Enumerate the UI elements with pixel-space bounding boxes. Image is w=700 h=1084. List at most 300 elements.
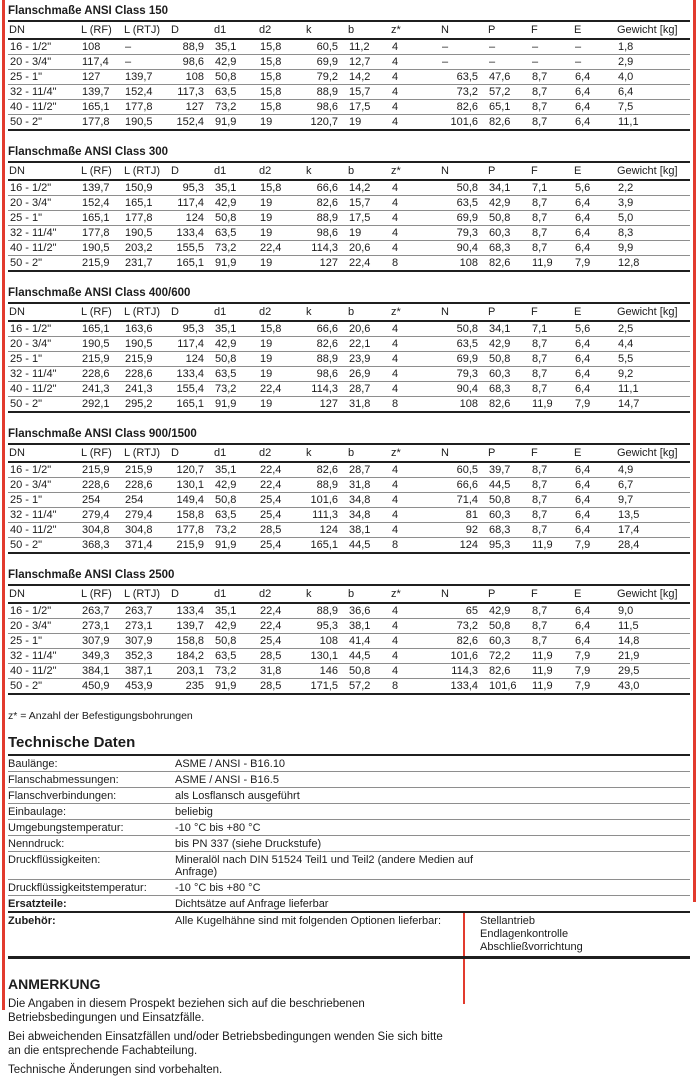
- column-header: d2: [258, 304, 305, 321]
- page-border-left-red-line: [2, 0, 5, 1010]
- value-cell: 22,4: [258, 241, 305, 256]
- value-cell: 50,8: [347, 664, 390, 679]
- value-cell: 124: [170, 352, 213, 367]
- column-header: d1: [213, 304, 258, 321]
- value-cell: 254: [123, 493, 170, 508]
- value-cell: 34,8: [347, 493, 390, 508]
- table-row: [8, 115, 690, 131]
- dn-cell: 40 - 11/2": [8, 241, 80, 256]
- value-cell: 8,7: [530, 85, 573, 100]
- column-header: DN: [8, 586, 80, 603]
- value-cell: 11,9: [530, 397, 573, 413]
- column-header: DN: [8, 445, 80, 462]
- value-cell: 71,4: [440, 493, 487, 508]
- value-cell: 98,6: [305, 100, 347, 115]
- value-cell: 130,1: [170, 478, 213, 493]
- dn-cell: 25 - 1": [8, 70, 80, 85]
- tech-value: -10 °C bis +80 °C: [175, 882, 261, 894]
- value-cell: 4: [390, 85, 440, 100]
- value-cell: 91,9: [213, 397, 258, 413]
- flange-table-title: Flanschmaße ANSI Class 2500: [8, 566, 690, 586]
- table-row: [8, 679, 690, 695]
- column-header: E: [573, 22, 616, 39]
- value-cell: 98,6: [305, 367, 347, 382]
- value-cell: 228,6: [80, 478, 123, 493]
- value-cell: 17,5: [347, 211, 390, 226]
- value-cell: 5,0: [616, 211, 690, 226]
- value-cell: 8,7: [530, 100, 573, 115]
- value-cell: 15,7: [347, 85, 390, 100]
- value-cell: 4: [390, 508, 440, 523]
- dn-cell: 32 - 11/4": [8, 226, 80, 241]
- value-cell: 368,3: [80, 538, 123, 554]
- dn-cell: 20 - 3/4": [8, 478, 80, 493]
- tech-options: [480, 898, 690, 910]
- value-cell: 349,3: [80, 649, 123, 664]
- value-cell: 163,6: [123, 321, 170, 337]
- value-cell: 133,4: [170, 603, 213, 619]
- tech-label: Flanschabmessungen:: [8, 774, 119, 786]
- value-cell: 28,5: [258, 649, 305, 664]
- value-cell: 91,9: [213, 115, 258, 131]
- value-cell: 68,3: [487, 382, 530, 397]
- value-cell: 9,0: [616, 603, 690, 619]
- value-cell: 152,4: [123, 85, 170, 100]
- value-cell: 108: [440, 397, 487, 413]
- tech-options: [480, 822, 690, 834]
- dn-cell: 20 - 3/4": [8, 619, 80, 634]
- value-cell: 190,5: [123, 337, 170, 352]
- value-cell: 19: [258, 211, 305, 226]
- value-cell: 7,9: [573, 664, 616, 679]
- value-cell: 63,5: [440, 70, 487, 85]
- value-cell: 6,4: [573, 100, 616, 115]
- value-cell: 88,9: [305, 603, 347, 619]
- value-cell: 17,5: [347, 100, 390, 115]
- header-row: [8, 586, 690, 603]
- column-header: L (RTJ): [123, 586, 170, 603]
- column-header: D: [170, 586, 213, 603]
- value-cell: 29,5: [616, 664, 690, 679]
- value-cell: 450,9: [80, 679, 123, 695]
- value-cell: 8,7: [530, 382, 573, 397]
- value-cell: 41,4: [347, 634, 390, 649]
- value-cell: 36,6: [347, 603, 390, 619]
- column-header: DN: [8, 22, 80, 39]
- tech-options: [480, 774, 690, 786]
- column-header: L (RF): [80, 304, 123, 321]
- table-footnote: z* = Anzahl der Befestigungsbohrungen: [8, 710, 193, 722]
- value-cell: 4: [390, 478, 440, 493]
- value-cell: 66,6: [440, 478, 487, 493]
- value-cell: 11,1: [616, 382, 690, 397]
- value-cell: 4: [390, 241, 440, 256]
- value-cell: 8: [390, 397, 440, 413]
- flange-dimension-table: [8, 445, 690, 554]
- column-header: Gewicht [kg]: [616, 22, 690, 39]
- value-cell: 304,8: [123, 523, 170, 538]
- tech-data-row: [8, 804, 690, 820]
- value-cell: 3,9: [616, 196, 690, 211]
- value-cell: 11,9: [530, 256, 573, 272]
- value-cell: 177,8: [170, 523, 213, 538]
- tech-data-row: [8, 896, 690, 913]
- value-cell: 95,3: [170, 180, 213, 196]
- value-cell: 165,1: [80, 321, 123, 337]
- value-cell: 42,9: [487, 196, 530, 211]
- table-row: [8, 321, 690, 337]
- header-row: [8, 22, 690, 39]
- value-cell: 7,9: [573, 397, 616, 413]
- table-row: [8, 85, 690, 100]
- value-cell: 42,9: [213, 337, 258, 352]
- value-cell: 8: [390, 538, 440, 554]
- value-cell: –: [530, 39, 573, 55]
- value-cell: 7,9: [573, 649, 616, 664]
- value-cell: 82,6: [487, 664, 530, 679]
- value-cell: 273,1: [80, 619, 123, 634]
- value-cell: 15,8: [258, 180, 305, 196]
- flange-dimension-table: [8, 304, 690, 413]
- value-cell: 384,1: [80, 664, 123, 679]
- value-cell: 60,5: [305, 39, 347, 55]
- column-header: F: [530, 22, 573, 39]
- value-cell: 19: [258, 367, 305, 382]
- value-cell: 63,5: [213, 85, 258, 100]
- tech-value: Mineralöl nach DIN 51524 Teil1 und Teil2 (andere Medien auf Anfrage): [175, 854, 474, 878]
- value-cell: 263,7: [123, 603, 170, 619]
- value-cell: 139,7: [80, 85, 123, 100]
- value-cell: 127: [305, 397, 347, 413]
- value-cell: 108: [305, 634, 347, 649]
- flange-table: [8, 284, 690, 413]
- value-cell: 117,4: [170, 196, 213, 211]
- value-cell: 108: [440, 256, 487, 272]
- dn-cell: 40 - 11/2": [8, 100, 80, 115]
- tech-label: Zubehör:: [8, 915, 56, 927]
- tech-data-row: [8, 788, 690, 804]
- value-cell: 22,4: [258, 603, 305, 619]
- value-cell: 108: [170, 70, 213, 85]
- value-cell: –: [123, 39, 170, 55]
- value-cell: 5,6: [573, 180, 616, 196]
- value-cell: 28,5: [258, 523, 305, 538]
- value-cell: 79,3: [440, 367, 487, 382]
- value-cell: 6,4: [573, 462, 616, 478]
- value-cell: 15,7: [347, 196, 390, 211]
- value-cell: 8,7: [530, 337, 573, 352]
- column-header: d2: [258, 163, 305, 180]
- column-header: b: [347, 163, 390, 180]
- flange-table-title: Flanschmaße ANSI Class 400/600: [8, 284, 690, 304]
- value-cell: 95,3: [305, 619, 347, 634]
- value-cell: 101,6: [487, 679, 530, 695]
- value-cell: 165,1: [123, 196, 170, 211]
- value-cell: 19: [258, 196, 305, 211]
- anmerkung-heading: ANMERKUNG: [8, 976, 101, 992]
- value-cell: 8,7: [530, 634, 573, 649]
- column-header: d1: [213, 163, 258, 180]
- dn-cell: 50 - 2": [8, 397, 80, 413]
- value-cell: 387,1: [123, 664, 170, 679]
- value-cell: 88,9: [305, 478, 347, 493]
- value-cell: 92: [440, 523, 487, 538]
- tech-data-row: [8, 852, 690, 880]
- value-cell: 228,6: [123, 367, 170, 382]
- column-header: E: [573, 304, 616, 321]
- value-cell: 82,6: [305, 462, 347, 478]
- value-cell: 69,9: [305, 55, 347, 70]
- value-cell: 73,2: [213, 100, 258, 115]
- value-cell: 2,9: [616, 55, 690, 70]
- value-cell: 68,3: [487, 523, 530, 538]
- value-cell: 28,4: [616, 538, 690, 554]
- value-cell: 279,4: [80, 508, 123, 523]
- value-cell: 14,8: [616, 634, 690, 649]
- table-row: [8, 367, 690, 382]
- value-cell: 38,1: [347, 523, 390, 538]
- value-cell: 4: [390, 39, 440, 55]
- column-header: D: [170, 163, 213, 180]
- dn-cell: 40 - 11/2": [8, 664, 80, 679]
- value-cell: 79,3: [440, 226, 487, 241]
- value-cell: 6,4: [573, 226, 616, 241]
- value-cell: 31,8: [258, 664, 305, 679]
- value-cell: 149,4: [170, 493, 213, 508]
- table-row: [8, 508, 690, 523]
- value-cell: 165,1: [170, 397, 213, 413]
- page-border-right-red-line: [693, 0, 696, 902]
- value-cell: 42,9: [487, 603, 530, 619]
- column-header: d2: [258, 586, 305, 603]
- technical-data-heading: Technische Daten: [8, 734, 690, 756]
- value-cell: 17,4: [616, 523, 690, 538]
- value-cell: 57,2: [487, 85, 530, 100]
- value-cell: 15,8: [258, 100, 305, 115]
- value-cell: 127: [80, 70, 123, 85]
- value-cell: 8,7: [530, 478, 573, 493]
- value-cell: 2,5: [616, 321, 690, 337]
- value-cell: 50,8: [440, 321, 487, 337]
- value-cell: 42,9: [213, 55, 258, 70]
- value-cell: 4: [390, 70, 440, 85]
- value-cell: 19: [258, 226, 305, 241]
- value-cell: 5,6: [573, 321, 616, 337]
- value-cell: 65,1: [487, 100, 530, 115]
- value-cell: 8,7: [530, 493, 573, 508]
- tech-label: Baulänge:: [8, 758, 58, 770]
- tech-options: [480, 838, 690, 850]
- table-row: [8, 55, 690, 70]
- value-cell: 4: [390, 100, 440, 115]
- value-cell: 6,4: [573, 70, 616, 85]
- value-cell: 8: [390, 679, 440, 695]
- value-cell: 69,9: [440, 211, 487, 226]
- value-cell: 8,7: [530, 523, 573, 538]
- value-cell: 66,6: [305, 321, 347, 337]
- value-cell: 11,9: [530, 649, 573, 664]
- value-cell: 203,1: [170, 664, 213, 679]
- value-cell: 307,9: [80, 634, 123, 649]
- value-cell: 8,7: [530, 226, 573, 241]
- tech-value: ASME / ANSI - B16.10: [175, 758, 286, 770]
- value-cell: 133,4: [440, 679, 487, 695]
- value-cell: 371,4: [123, 538, 170, 554]
- value-cell: 63,5: [440, 196, 487, 211]
- value-cell: 95,3: [487, 538, 530, 554]
- value-cell: 4: [390, 211, 440, 226]
- column-header: E: [573, 445, 616, 462]
- tech-data-row: [8, 836, 690, 852]
- table-row: [8, 664, 690, 679]
- value-cell: 4: [390, 603, 440, 619]
- value-cell: 19: [347, 115, 390, 131]
- value-cell: 111,3: [305, 508, 347, 523]
- value-cell: –: [487, 39, 530, 55]
- value-cell: 263,7: [80, 603, 123, 619]
- value-cell: 124: [170, 211, 213, 226]
- column-header: L (RF): [80, 22, 123, 39]
- value-cell: 117,3: [170, 85, 213, 100]
- dn-cell: 50 - 2": [8, 115, 80, 131]
- value-cell: 4: [390, 619, 440, 634]
- value-cell: 19: [347, 226, 390, 241]
- value-cell: 215,9: [170, 538, 213, 554]
- value-cell: 19: [258, 397, 305, 413]
- value-cell: 6,7: [616, 478, 690, 493]
- value-cell: 4: [390, 226, 440, 241]
- value-cell: 152,4: [80, 196, 123, 211]
- value-cell: 4: [390, 649, 440, 664]
- value-cell: 6,4: [616, 85, 690, 100]
- column-header: k: [305, 445, 347, 462]
- column-header: Gewicht [kg]: [616, 586, 690, 603]
- value-cell: 254: [80, 493, 123, 508]
- value-cell: 4: [390, 634, 440, 649]
- value-cell: 133,4: [170, 226, 213, 241]
- value-cell: 11,5: [616, 619, 690, 634]
- value-cell: 39,7: [487, 462, 530, 478]
- column-header: F: [530, 304, 573, 321]
- value-cell: 184,2: [170, 649, 213, 664]
- value-cell: 60,3: [487, 367, 530, 382]
- table-row: [8, 352, 690, 367]
- column-header: L (RTJ): [123, 304, 170, 321]
- dn-cell: 50 - 2": [8, 538, 80, 554]
- value-cell: 63,5: [213, 226, 258, 241]
- value-cell: 34,1: [487, 180, 530, 196]
- column-header: z*: [390, 304, 440, 321]
- column-header: b: [347, 586, 390, 603]
- value-cell: –: [530, 55, 573, 70]
- value-cell: 8,7: [530, 462, 573, 478]
- value-cell: 4,4: [616, 337, 690, 352]
- tech-value: ASME / ANSI - B16.5: [175, 774, 279, 786]
- value-cell: 130,1: [305, 649, 347, 664]
- value-cell: 4: [390, 115, 440, 131]
- value-cell: 63,5: [440, 337, 487, 352]
- column-header: N: [440, 163, 487, 180]
- table-row: [8, 649, 690, 664]
- value-cell: 22,4: [258, 382, 305, 397]
- value-cell: 6,4: [573, 241, 616, 256]
- table-row: [8, 226, 690, 241]
- value-cell: 6,4: [573, 211, 616, 226]
- value-cell: –: [123, 55, 170, 70]
- value-cell: 9,9: [616, 241, 690, 256]
- value-cell: 8,7: [530, 352, 573, 367]
- value-cell: –: [440, 55, 487, 70]
- column-header: b: [347, 304, 390, 321]
- tech-data-row: [8, 756, 690, 772]
- value-cell: 8,7: [530, 115, 573, 131]
- value-cell: 42,9: [213, 478, 258, 493]
- value-cell: 82,6: [487, 115, 530, 131]
- column-header: L (RF): [80, 445, 123, 462]
- table-row: [8, 523, 690, 538]
- header-row: [8, 304, 690, 321]
- column-header: Gewicht [kg]: [616, 445, 690, 462]
- tech-options: [480, 915, 690, 954]
- tech-label: Umgebungstemperatur:: [8, 822, 124, 834]
- value-cell: 28,7: [347, 382, 390, 397]
- flange-table-title: Flanschmaße ANSI Class 150: [8, 2, 690, 22]
- value-cell: 4: [390, 180, 440, 196]
- value-cell: 124: [440, 538, 487, 554]
- value-cell: 25,4: [258, 493, 305, 508]
- tech-value: bis PN 337 (siehe Druckstufe): [175, 838, 322, 850]
- value-cell: 11,9: [530, 664, 573, 679]
- column-header: E: [573, 586, 616, 603]
- value-cell: 8,7: [530, 603, 573, 619]
- value-cell: 25,4: [258, 538, 305, 554]
- value-cell: 23,9: [347, 352, 390, 367]
- value-cell: 15,8: [258, 70, 305, 85]
- value-cell: 8,7: [530, 619, 573, 634]
- value-cell: 228,6: [80, 367, 123, 382]
- value-cell: 19: [258, 115, 305, 131]
- dn-cell: 20 - 3/4": [8, 196, 80, 211]
- value-cell: 50,8: [440, 180, 487, 196]
- value-cell: 66,6: [305, 180, 347, 196]
- value-cell: 215,9: [80, 352, 123, 367]
- value-cell: 21,9: [616, 649, 690, 664]
- value-cell: 50,8: [213, 634, 258, 649]
- value-cell: 304,8: [80, 523, 123, 538]
- dn-cell: 25 - 1": [8, 634, 80, 649]
- value-cell: 190,5: [80, 241, 123, 256]
- value-cell: 228,6: [123, 478, 170, 493]
- datasheet-content: [8, 2, 690, 1084]
- value-cell: –: [440, 39, 487, 55]
- value-cell: 8,7: [530, 508, 573, 523]
- value-cell: 152,4: [170, 115, 213, 131]
- tech-value: -10 °C bis +80 °C: [175, 822, 261, 834]
- value-cell: 34,8: [347, 508, 390, 523]
- anmerkung-paragraph: Technische Änderungen sind vorbehalten.: [8, 1064, 223, 1076]
- tech-option-item: Abschließvorrichtung: [480, 941, 583, 953]
- value-cell: 50,8: [213, 70, 258, 85]
- value-cell: 7,9: [573, 679, 616, 695]
- column-header: F: [530, 445, 573, 462]
- value-cell: 6,4: [573, 337, 616, 352]
- value-cell: 6,4: [573, 478, 616, 493]
- tech-option-item: Endlagenkontrolle: [480, 928, 569, 940]
- table-row: [8, 337, 690, 352]
- value-cell: 35,1: [213, 180, 258, 196]
- value-cell: 15,8: [258, 39, 305, 55]
- value-cell: 190,5: [123, 115, 170, 131]
